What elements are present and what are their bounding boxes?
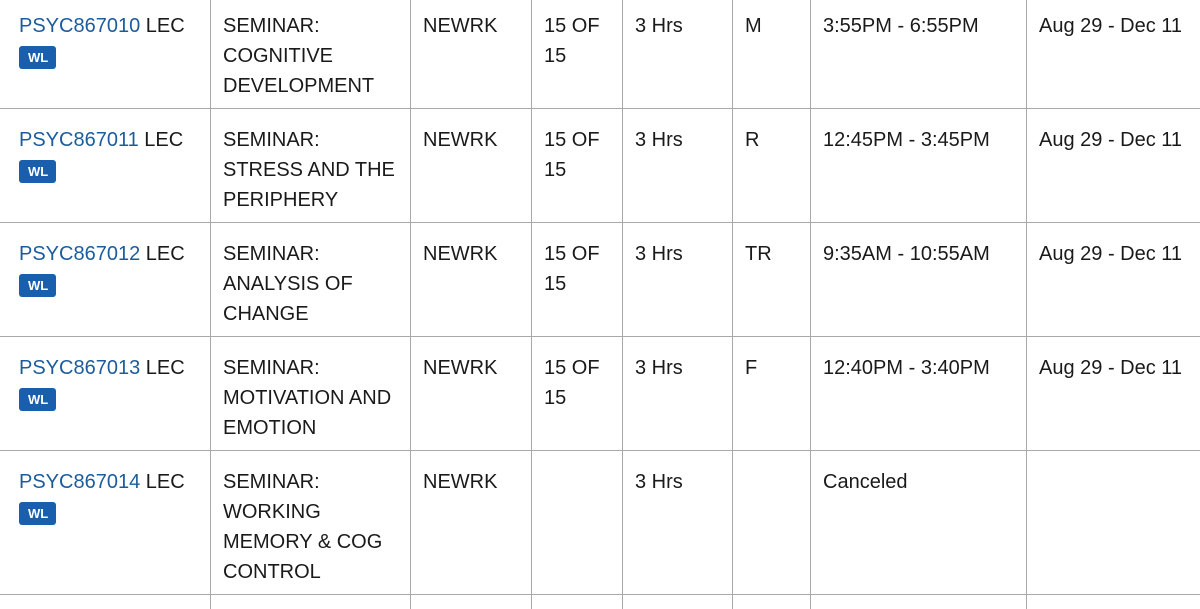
- days-cell: R: [733, 109, 811, 223]
- course-cell: [0, 451, 211, 595]
- seats-line: 15 OF: [544, 15, 600, 37]
- time-cell: 12:45PM - 3:45PM: [811, 109, 1027, 223]
- course-title-line: SEMINAR:: [223, 129, 320, 151]
- seats-cell: [532, 223, 623, 337]
- title-cell: [211, 0, 411, 109]
- waitlist-badge[interactable]: WL: [19, 46, 56, 69]
- seats-line: 15: [544, 159, 567, 181]
- campus-cell: NEWRK: [411, 223, 532, 337]
- course-type: LEC: [144, 129, 184, 151]
- seats-cell: [532, 0, 623, 109]
- seats-line: 15: [544, 45, 567, 67]
- credits-cell: 3 Hrs: [623, 451, 733, 595]
- seats-cell: [532, 109, 623, 223]
- course-link[interactable]: PSYC867013: [19, 357, 141, 379]
- course-title-line: SEMINAR:: [223, 243, 320, 265]
- course-cell: [0, 337, 211, 451]
- title-cell: [211, 451, 411, 595]
- waitlist-badge[interactable]: WL: [19, 502, 56, 525]
- table-row: [0, 451, 1200, 595]
- time-cell: [811, 595, 1027, 609]
- course-title-line: MOTIVATION AND: [223, 387, 392, 409]
- time-cell: 12:40PM - 3:40PM: [811, 337, 1027, 451]
- course-title-line: EMOTION: [223, 417, 317, 439]
- course-cell: [0, 223, 211, 337]
- seats-line: 15: [544, 387, 567, 409]
- campus-cell: NEWRK: [411, 337, 532, 451]
- title-cell: [211, 595, 411, 609]
- course-title-line: PERIPHERY: [223, 189, 339, 211]
- course-link[interactable]: PSYC867011: [19, 129, 139, 151]
- table-row: [0, 595, 1200, 609]
- course-type: LEC: [145, 15, 185, 37]
- dates-cell: Aug 29 - Dec 11: [1027, 337, 1200, 451]
- course-title-line: STRESS AND THE: [223, 159, 395, 181]
- days-cell: F: [733, 337, 811, 451]
- course-link[interactable]: PSYC867012: [19, 243, 141, 265]
- campus-cell: [411, 595, 532, 609]
- time-cell: Canceled: [811, 451, 1027, 595]
- seats-cell: [532, 595, 623, 609]
- seats-cell: [532, 337, 623, 451]
- course-type: LEC: [145, 243, 185, 265]
- campus-cell: NEWRK: [411, 451, 532, 595]
- campus-cell: NEWRK: [411, 0, 532, 109]
- course-link[interactable]: PSYC867010: [19, 15, 141, 37]
- days-cell: [733, 595, 811, 609]
- table-row: [0, 223, 1200, 337]
- course-title-line: CHANGE: [223, 303, 309, 325]
- course-type: LEC: [145, 471, 185, 493]
- course-title-line: CONTROL: [223, 561, 321, 583]
- course-cell: [0, 595, 211, 609]
- course-cell: [0, 109, 211, 223]
- dates-cell: Aug 29 - Dec 11: [1027, 109, 1200, 223]
- table-row: [0, 0, 1200, 109]
- credits-cell: 3 Hrs: [623, 109, 733, 223]
- days-cell: [733, 451, 811, 595]
- days-cell: M: [733, 0, 811, 109]
- course-title-line: DEVELOPMENT: [223, 75, 375, 97]
- seats-line: 15: [544, 273, 567, 295]
- waitlist-badge[interactable]: WL: [19, 160, 56, 183]
- course-title-line: SEMINAR:: [223, 357, 320, 379]
- table-row: [0, 109, 1200, 223]
- seats-line: 15 OF: [544, 357, 600, 379]
- days-cell: TR: [733, 223, 811, 337]
- title-cell: [211, 109, 411, 223]
- time-cell: 3:55PM - 6:55PM: [811, 0, 1027, 109]
- credits-cell: 3 Hrs: [623, 337, 733, 451]
- course-type: LEC: [145, 357, 185, 379]
- course-link[interactable]: PSYC867014: [19, 471, 141, 493]
- waitlist-badge[interactable]: WL: [19, 388, 56, 411]
- title-cell: [211, 223, 411, 337]
- course-title-line: MEMORY & COG: [223, 531, 383, 553]
- dates-cell: Aug 29 - Dec 11: [1027, 0, 1200, 109]
- course-title-line: SEMINAR:: [223, 471, 320, 493]
- title-cell: [211, 337, 411, 451]
- seats-line: 15 OF: [544, 243, 600, 265]
- time-cell: 9:35AM - 10:55AM: [811, 223, 1027, 337]
- waitlist-badge[interactable]: WL: [19, 274, 56, 297]
- table-row: [0, 337, 1200, 451]
- dates-cell: Aug 29 - Dec 11: [1027, 223, 1200, 337]
- course-cell: [0, 0, 211, 109]
- course-title-line: COGNITIVE: [223, 45, 334, 67]
- course-title-line: ANALYSIS OF: [223, 273, 353, 295]
- credits-cell: 3 Hrs: [623, 223, 733, 337]
- seats-cell: [532, 451, 623, 595]
- course-title-line: WORKING: [223, 501, 321, 523]
- campus-cell: NEWRK: [411, 109, 532, 223]
- seats-line: 15 OF: [544, 129, 600, 151]
- credits-cell: [623, 595, 733, 609]
- credits-cell: 3 Hrs: [623, 0, 733, 109]
- dates-cell: [1027, 451, 1200, 595]
- dates-cell: [1027, 595, 1200, 609]
- course-title-line: SEMINAR:: [223, 15, 320, 37]
